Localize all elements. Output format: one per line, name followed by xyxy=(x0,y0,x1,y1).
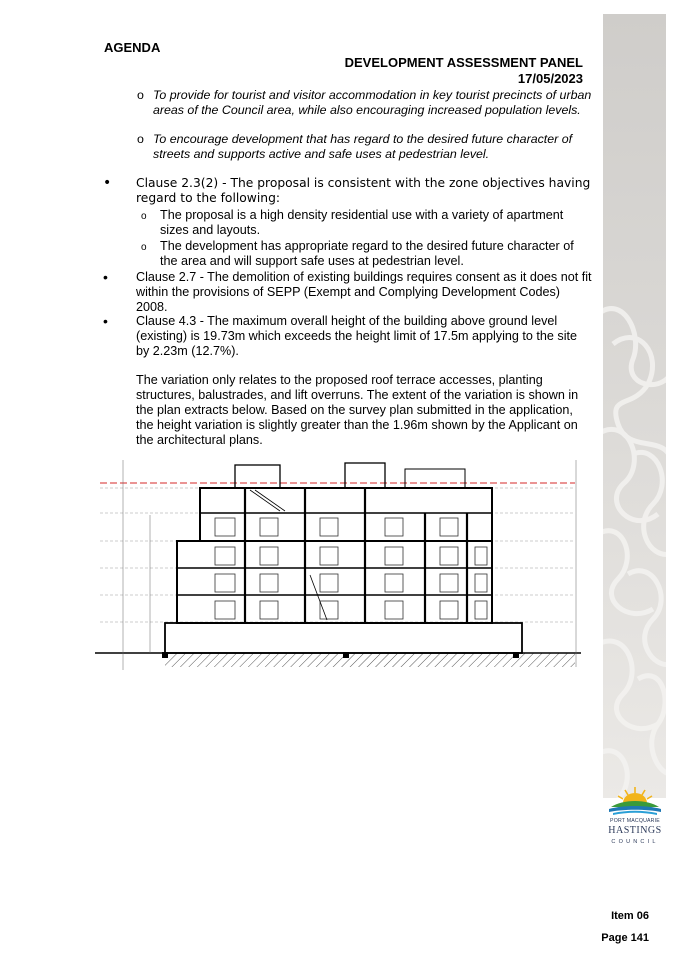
objective-marker: o xyxy=(137,88,144,102)
sub-text: The development has appropriate regard to the desired future character of the area and will support safe uses at pedestrian level. xyxy=(160,239,574,268)
bullet-icon: • xyxy=(103,313,108,329)
logo-line-3: COUNCIL xyxy=(611,839,659,845)
clause-2-7-bullet xyxy=(103,269,592,315)
clause-text: Clause 2.7 - The demolition of existing buildings requires consent as it does not fit within the provisions of SEPP (Exempt and Complying Development Codes) 2008. xyxy=(136,270,592,314)
sub-marker: o xyxy=(141,242,147,253)
bullet-icon: • xyxy=(103,269,108,285)
sub-text: The proposal is a high density residential use with a variety of apartment sizes and layouts. xyxy=(160,208,564,237)
objective-item xyxy=(137,132,597,162)
panel-header xyxy=(345,55,583,87)
objective-text: To provide for tourist and visitor accommodation in key tourist precincts of urban areas of the Council area, while also encouraging increased population levels. xyxy=(153,88,592,117)
page-number: Page 141 xyxy=(601,932,649,944)
sub-item xyxy=(141,239,592,269)
item-number: Item 06 xyxy=(611,910,649,922)
logo-sun-landscape-icon xyxy=(603,783,667,817)
sub-item xyxy=(141,208,592,238)
objective-marker: o xyxy=(137,132,144,146)
meeting-date: 17/05/2023 xyxy=(517,71,583,86)
logo-line-1: PORT MACQUARIE xyxy=(610,818,660,824)
clause-text: Clause 4.3 - The maximum overall height of the building above ground level (existing) is 19.73m which exceeds the height limit of 17.5m applying to the site by 2.23m (12.7%). xyxy=(136,314,578,358)
agenda-heading: AGENDA xyxy=(104,40,161,55)
bullet-icon: • xyxy=(103,175,112,191)
panel-title: DEVELOPMENT ASSESSMENT PANEL xyxy=(344,55,583,70)
sub-marker: o xyxy=(141,211,147,222)
decorative-sidebar xyxy=(603,14,666,798)
clause-4-3-bullet xyxy=(103,313,592,359)
objective-text: To encourage development that has regard to the desired future character of streets and supports active and safe uses at pedestrian level. xyxy=(153,132,573,161)
council-logo xyxy=(603,783,667,853)
clause-2-3-bullet xyxy=(103,175,592,206)
clause-text: Clause 2.3(2) - The proposal is consistent with the zone objectives having regard to the following: xyxy=(136,176,591,205)
variation-paragraph: The variation only relates to the proposed roof terrace accesses, planting structures, balustrades, and lift overruns. The extent of the variation is shown in the plan extracts below. Based on the survey plan submitted in the application, the height variation is slightly greater than the 1.96m shown by the Applicant on the architectural plans. xyxy=(136,373,579,447)
logo-line-2: HASTINGS xyxy=(608,825,662,836)
objective-item xyxy=(137,88,597,118)
architectural-section-drawing xyxy=(95,455,581,675)
